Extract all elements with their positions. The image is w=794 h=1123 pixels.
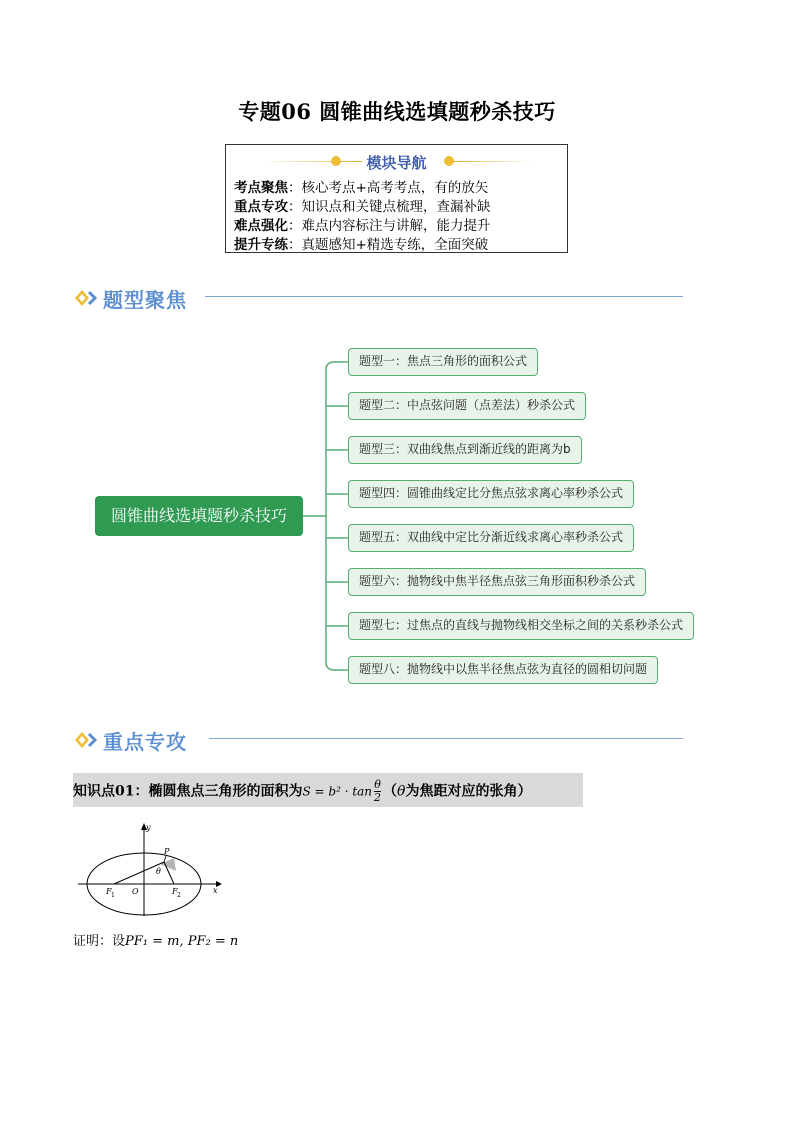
section-divider bbox=[205, 296, 683, 297]
label-F2-subscript: 2 bbox=[177, 892, 181, 899]
nav-row-text: ：真题感知+精选专练，全面突破 bbox=[288, 237, 489, 253]
mindmap-branch-8: 题型八：抛物线中以焦半径焦点弦为直径的圆相切问题 bbox=[348, 656, 658, 684]
nav-row-text: ：核心考点+高考考点，有的放矢 bbox=[288, 180, 489, 196]
nav-row-label: 难点强化 bbox=[234, 218, 288, 234]
nav-row-text: ：难点内容标注与讲解，能力提升 bbox=[288, 218, 491, 234]
label-theta: θ bbox=[156, 867, 161, 876]
ellipse-focal-triangle-figure bbox=[76, 820, 226, 920]
mindmap-branch-5: 题型五：双曲线中定比分渐近线求离心率秒杀公式 bbox=[348, 524, 634, 552]
nav-row bbox=[234, 179, 488, 197]
mindmap-branch-6: 题型六：抛物线中焦半径焦点弦三角形面积秒杀公式 bbox=[348, 568, 646, 596]
proof-prefix: 证明：设 bbox=[73, 934, 126, 949]
fraction-numerator: θ bbox=[374, 778, 381, 791]
nav-row-label: 提升专练 bbox=[234, 237, 288, 253]
knowledge-point-bar bbox=[73, 773, 583, 807]
proof-line bbox=[73, 930, 238, 949]
nav-row-label: 考点聚焦 bbox=[234, 180, 288, 196]
nav-row bbox=[234, 236, 488, 254]
nav-header-line-right bbox=[452, 161, 534, 162]
knowledge-point-text bbox=[73, 779, 531, 804]
nav-row bbox=[234, 198, 491, 216]
nav-title: 模块导航 bbox=[366, 154, 427, 172]
label-F1-subscript: 1 bbox=[111, 892, 115, 899]
label-x: x bbox=[213, 886, 218, 895]
mindmap-branch-3: 题型三：双曲线焦点到渐近线的距离为b bbox=[348, 436, 582, 464]
nav-row-text: ：知识点和关键点梳理，查漏补缺 bbox=[288, 199, 491, 215]
angle-marker bbox=[160, 858, 176, 871]
diamond-chevron-icon bbox=[75, 731, 101, 749]
section-header-key-focus bbox=[75, 726, 685, 754]
proof-formula: PF₁ = m, PF₂ = n bbox=[125, 934, 239, 949]
nav-row bbox=[234, 217, 491, 235]
label-y: y bbox=[146, 823, 151, 832]
section-header-question-types bbox=[75, 284, 685, 312]
page-title: 专题06 圆锥曲线选填题秒杀技巧 bbox=[238, 99, 556, 124]
nav-header bbox=[226, 152, 567, 172]
diamond-chevron-icon bbox=[75, 289, 101, 307]
theta-symbol: θ bbox=[397, 783, 406, 800]
module-navigation-box bbox=[225, 144, 568, 253]
nav-row-label: 重点专攻 bbox=[234, 199, 288, 215]
knowledge-prefix: 知识点01：椭圆焦点三角形的面积为 bbox=[73, 783, 303, 800]
formula-fraction bbox=[374, 779, 381, 804]
point-P-tick bbox=[164, 856, 166, 862]
knowledge-paren: （ bbox=[383, 783, 398, 800]
label-F1: F bbox=[106, 887, 112, 896]
section-title: 题型聚焦 bbox=[103, 288, 187, 312]
label-F2: F bbox=[172, 887, 178, 896]
mindmap-branch-7: 题型七：过焦点的直线与抛物线相交坐标之间的关系秒杀公式 bbox=[348, 612, 694, 640]
label-P: P bbox=[164, 847, 170, 856]
section-title: 重点专攻 bbox=[103, 730, 187, 754]
label-O: O bbox=[132, 887, 139, 896]
area-formula: S = b² · tan bbox=[302, 784, 373, 799]
knowledge-suffix: 为焦距对应的张角） bbox=[405, 783, 532, 800]
mindmap-root-node: 圆锥曲线选填题秒杀技巧 bbox=[95, 496, 303, 536]
section-divider bbox=[209, 738, 683, 739]
mindmap-branch-4: 题型四：圆锥曲线定比分焦点弦求离心率秒杀公式 bbox=[348, 480, 634, 508]
mindmap-branch-1: 题型一：焦点三角形的面积公式 bbox=[348, 348, 538, 376]
fraction-denominator: 2 bbox=[374, 791, 382, 804]
mindmap-branch-2: 题型二：中点弦问题（点差法）秒杀公式 bbox=[348, 392, 586, 420]
